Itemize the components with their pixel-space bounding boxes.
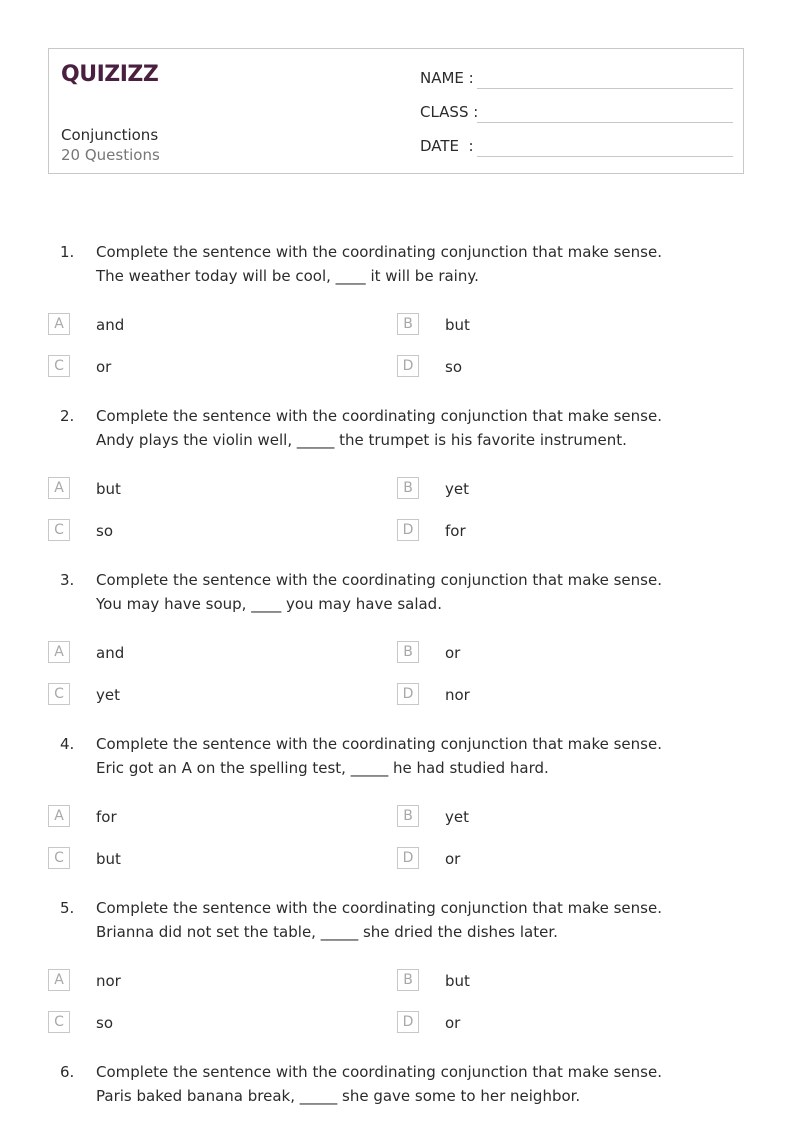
question-count: 20 Questions bbox=[61, 146, 160, 164]
option-letter: A bbox=[48, 313, 70, 335]
option-letter: A bbox=[48, 805, 70, 827]
worksheet-header bbox=[48, 48, 744, 174]
question-sentence: Brianna did not set the table, _____ she dried the dishes later. bbox=[96, 923, 558, 941]
question-text bbox=[96, 896, 662, 944]
option-text: but bbox=[445, 972, 470, 990]
class-label: CLASS : bbox=[420, 103, 479, 121]
date-label: DATE : bbox=[420, 137, 474, 155]
question-sentence: Paris baked banana break, _____ she gave some to her neighbor. bbox=[96, 1087, 581, 1105]
option-letter: C bbox=[48, 1011, 70, 1033]
date-field[interactable] bbox=[420, 133, 733, 157]
question-prompt: Complete the sentence with the coordinating conjunction that make sense. bbox=[96, 899, 662, 917]
option-text: nor bbox=[96, 972, 121, 990]
question-text bbox=[96, 1060, 662, 1108]
question-number: 6. bbox=[60, 1063, 75, 1081]
option-letter: D bbox=[397, 1011, 419, 1033]
option-text: yet bbox=[96, 686, 120, 704]
question-number: 5. bbox=[60, 899, 75, 917]
question-text bbox=[96, 568, 662, 616]
worksheet-title: Conjunctions bbox=[61, 126, 159, 144]
question-text bbox=[96, 240, 662, 288]
question-sentence: Eric got an A on the spelling test, _____ he had studied hard. bbox=[96, 759, 549, 777]
name-line bbox=[477, 88, 733, 89]
option-letter: C bbox=[48, 683, 70, 705]
question-prompt: Complete the sentence with the coordinating conjunction that make sense. bbox=[96, 1063, 662, 1081]
option-text: or bbox=[445, 1014, 461, 1032]
name-field[interactable] bbox=[420, 65, 733, 89]
option-text: so bbox=[96, 1014, 113, 1032]
quizizz-logo bbox=[61, 59, 161, 89]
question-number: 3. bbox=[60, 571, 75, 589]
question-prompt: Complete the sentence with the coordinating conjunction that make sense. bbox=[96, 407, 662, 425]
option-text: yet bbox=[445, 480, 469, 498]
option-letter: D bbox=[397, 519, 419, 541]
question-2 bbox=[0, 404, 794, 564]
name-label: NAME : bbox=[420, 69, 474, 87]
question-prompt: Complete the sentence with the coordinating conjunction that make sense. bbox=[96, 571, 662, 589]
question-text bbox=[96, 404, 662, 452]
option-text: for bbox=[96, 808, 117, 826]
option-letter: D bbox=[397, 847, 419, 869]
option-letter: D bbox=[397, 683, 419, 705]
option-letter: B bbox=[397, 641, 419, 663]
date-line bbox=[477, 156, 733, 157]
option-text: yet bbox=[445, 808, 469, 826]
option-letter: A bbox=[48, 641, 70, 663]
option-text: and bbox=[96, 644, 125, 662]
question-number: 1. bbox=[60, 243, 75, 261]
option-letter: D bbox=[397, 355, 419, 377]
option-text: so bbox=[96, 522, 113, 540]
question-number: 4. bbox=[60, 735, 75, 753]
question-6 bbox=[0, 1060, 794, 1116]
option-letter: B bbox=[397, 805, 419, 827]
class-field[interactable] bbox=[420, 99, 733, 123]
option-text: or bbox=[96, 358, 112, 376]
option-text: for bbox=[445, 522, 466, 540]
logo-text: QUIZIZZ bbox=[61, 62, 159, 87]
option-letter: A bbox=[48, 477, 70, 499]
question-sentence: The weather today will be cool, ____ it will be rainy. bbox=[96, 267, 479, 285]
question-5 bbox=[0, 896, 794, 1056]
option-text: but bbox=[445, 316, 470, 334]
class-line bbox=[477, 122, 733, 123]
option-text: or bbox=[445, 644, 461, 662]
option-text: so bbox=[445, 358, 462, 376]
question-text bbox=[96, 732, 662, 780]
option-text: or bbox=[445, 850, 461, 868]
option-letter: B bbox=[397, 969, 419, 991]
question-sentence: Andy plays the violin well, _____ the trumpet is his favorite instrument. bbox=[96, 431, 627, 449]
option-text: and bbox=[96, 316, 125, 334]
question-prompt: Complete the sentence with the coordinating conjunction that make sense. bbox=[96, 243, 662, 261]
option-letter: A bbox=[48, 969, 70, 991]
option-text: but bbox=[96, 850, 121, 868]
option-letter: B bbox=[397, 477, 419, 499]
question-number: 2. bbox=[60, 407, 75, 425]
option-text: nor bbox=[445, 686, 470, 704]
option-letter: C bbox=[48, 519, 70, 541]
option-text: but bbox=[96, 480, 121, 498]
option-letter: B bbox=[397, 313, 419, 335]
question-prompt: Complete the sentence with the coordinating conjunction that make sense. bbox=[96, 735, 662, 753]
question-3 bbox=[0, 568, 794, 728]
question-4 bbox=[0, 732, 794, 892]
option-letter: C bbox=[48, 847, 70, 869]
option-letter: C bbox=[48, 355, 70, 377]
question-1 bbox=[0, 240, 794, 400]
question-sentence: You may have soup, ____ you may have salad. bbox=[96, 595, 442, 613]
